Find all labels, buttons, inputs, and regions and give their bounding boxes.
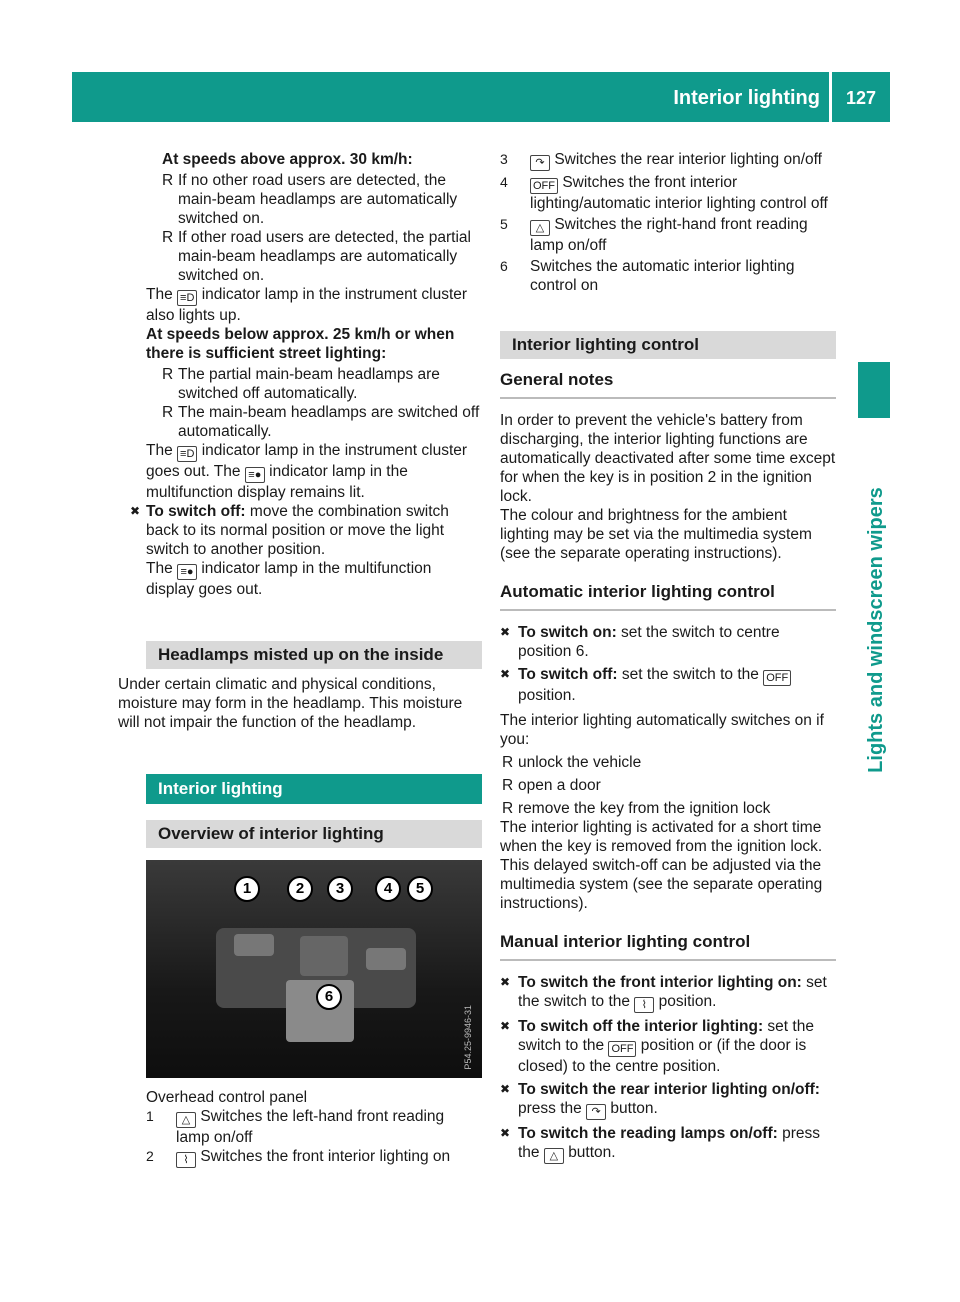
list-item: R If no other road users are detected, the main-beam headlamps are automatically switched on. — [162, 172, 458, 227]
adaptive-beam-icon: ≡● — [177, 564, 197, 580]
adaptive-beam-icon: ≡● — [245, 467, 265, 483]
reading-lamp-icon: △ — [544, 1148, 564, 1164]
callout-1: 1 — [234, 876, 260, 902]
header-bar — [72, 72, 890, 122]
list-item: R remove the key from the ignition lock — [502, 800, 771, 817]
centre-switch-block — [300, 936, 348, 976]
page-number: 127 — [845, 88, 876, 108]
subsection-heading: Manual interior lighting control — [500, 931, 836, 961]
list-item: R The partial main-beam headlamps are switched off automatically. — [162, 366, 440, 402]
arrow-icon: ✖ — [130, 504, 141, 518]
instruction-step: ✖ To switch off the interior lighting: set the switch to the OFF position or (if the door is closed) to the centre position. — [500, 1018, 814, 1075]
section-heading-band: Overview of interior lighting — [146, 820, 482, 848]
right-reading-lamp — [366, 948, 406, 970]
legend-item: 5 △ Switches the right-hand front reading lamp on/off — [500, 216, 808, 254]
instruction-step: ✖ To switch off: move the combination switch back to its normal position or move the light switch to another position. The ≡● indicator lamp in the multifunction display goes out. — [130, 503, 449, 598]
figure-caption: Overhead control panel — [146, 1089, 308, 1106]
instruction-step: ✖ To switch on: set the switch to centre position 6. — [500, 624, 780, 660]
callout-6: 6 — [316, 984, 342, 1010]
paragraph: The interior lighting automatically switches on if you: — [500, 712, 824, 748]
list-item: R If other road users are detected, the partial main-beam headlamps are automatically switched on. — [162, 229, 471, 284]
paragraph: The interior lighting is activated for a short time when the key is removed from the ignition lock. This delayed switch-off can be adjusted via the multimedia system (see the separate operating instructions). — [500, 819, 823, 912]
legend-item: 4 OFF Switches the front interior lighting/automatic interior lighting control off — [500, 174, 828, 212]
auto-off-icon: OFF — [530, 178, 558, 194]
section-label: Lights and windscreen wipers — [865, 487, 887, 773]
list-item: R open a door — [502, 777, 601, 794]
speeds-above-heading: At speeds above approx. 30 km/h: — [162, 151, 413, 168]
main-beam-icon: ≡D — [177, 290, 197, 306]
instruction-step: ✖ To switch the reading lamps on/off: press the △ button. — [500, 1125, 820, 1162]
left-reading-lamp — [234, 934, 274, 956]
subsection-heading: Automatic interior lighting control — [500, 581, 836, 611]
legend-item: 2 ⌇ Switches the front interior lighting on — [146, 1148, 451, 1166]
callout-2: 2 — [287, 876, 313, 902]
paragraph: The ≡D indicator lamp in the instrument cluster also lights up. — [146, 286, 468, 324]
right-column — [500, 150, 836, 1164]
list-item: R unlock the vehicle — [502, 754, 642, 771]
instruction-step: ✖ To switch the rear interior lighting on/off: press the ↷ button. — [500, 1081, 820, 1118]
callout-4: 4 — [375, 876, 401, 902]
chapter-heading-band: Interior lighting — [146, 774, 482, 804]
legend-item: 1 △ Switches the left-hand front reading lamp on/off — [146, 1108, 445, 1146]
instruction-step: ✖ To switch the front interior lighting on: set the switch to the ⌇ position. — [500, 974, 827, 1011]
paragraph: The ≡D indicator lamp in the instrument cluster goes out. The ≡● indicator lamp in the multifunction display remains lit. — [146, 442, 468, 501]
front-interior-icon: ⌇ — [176, 1152, 196, 1168]
list-item: R The main-beam headlamps are switched off automatically. — [162, 404, 480, 440]
photo-reference-code: P54.25-9946-31 — [463, 1005, 473, 1070]
legend-item: 3 ↷ Switches the rear interior lighting on/off — [500, 151, 822, 169]
section-heading-band: Headlamps misted up on the inside — [146, 641, 482, 669]
main-beam-icon: ≡D — [177, 446, 197, 462]
subsection-heading: General notes — [500, 369, 836, 399]
page-title: Interior lighting — [673, 87, 820, 109]
auto-off-icon: OFF — [763, 670, 791, 686]
paragraph: The colour and brightness for the ambient lighting may be set via the multimedia system (see the separate operating instructions). — [500, 507, 812, 562]
callout-3: 3 — [327, 876, 353, 902]
left-column — [118, 150, 482, 1168]
rear-interior-icon: ↷ — [586, 1104, 606, 1120]
section-tab-block — [858, 362, 890, 418]
speeds-below-heading: At speeds below approx. 25 km/h or when there is sufficient street lighting: — [146, 326, 455, 362]
legend-item: 6 Switches the automatic interior lighting control on — [500, 258, 795, 294]
section-heading-band: Interior lighting control — [500, 331, 836, 359]
reading-lamp-icon: △ — [176, 1112, 196, 1128]
rear-interior-icon: ↷ — [530, 155, 550, 171]
paragraph: In order to prevent the vehicle's battery from discharging, the interior lighting functions are automatically deactivated after some time except for when the key is in position 2 in the ignition lock. — [500, 412, 836, 505]
reading-lamp-icon: △ — [530, 220, 550, 236]
header-divider — [829, 72, 832, 122]
paragraph: Under certain climatic and physical conditions, moisture may form in the headlamp. This moisture will not impair the function of the headlamp. — [118, 676, 463, 731]
callout-5: 5 — [407, 876, 433, 902]
instruction-step: ✖ To switch off: set the switch to the OFF position. — [500, 665, 836, 705]
auto-off-icon: OFF — [608, 1041, 636, 1057]
overhead-panel-photo — [146, 860, 482, 1078]
front-interior-icon: ⌇ — [634, 997, 654, 1013]
